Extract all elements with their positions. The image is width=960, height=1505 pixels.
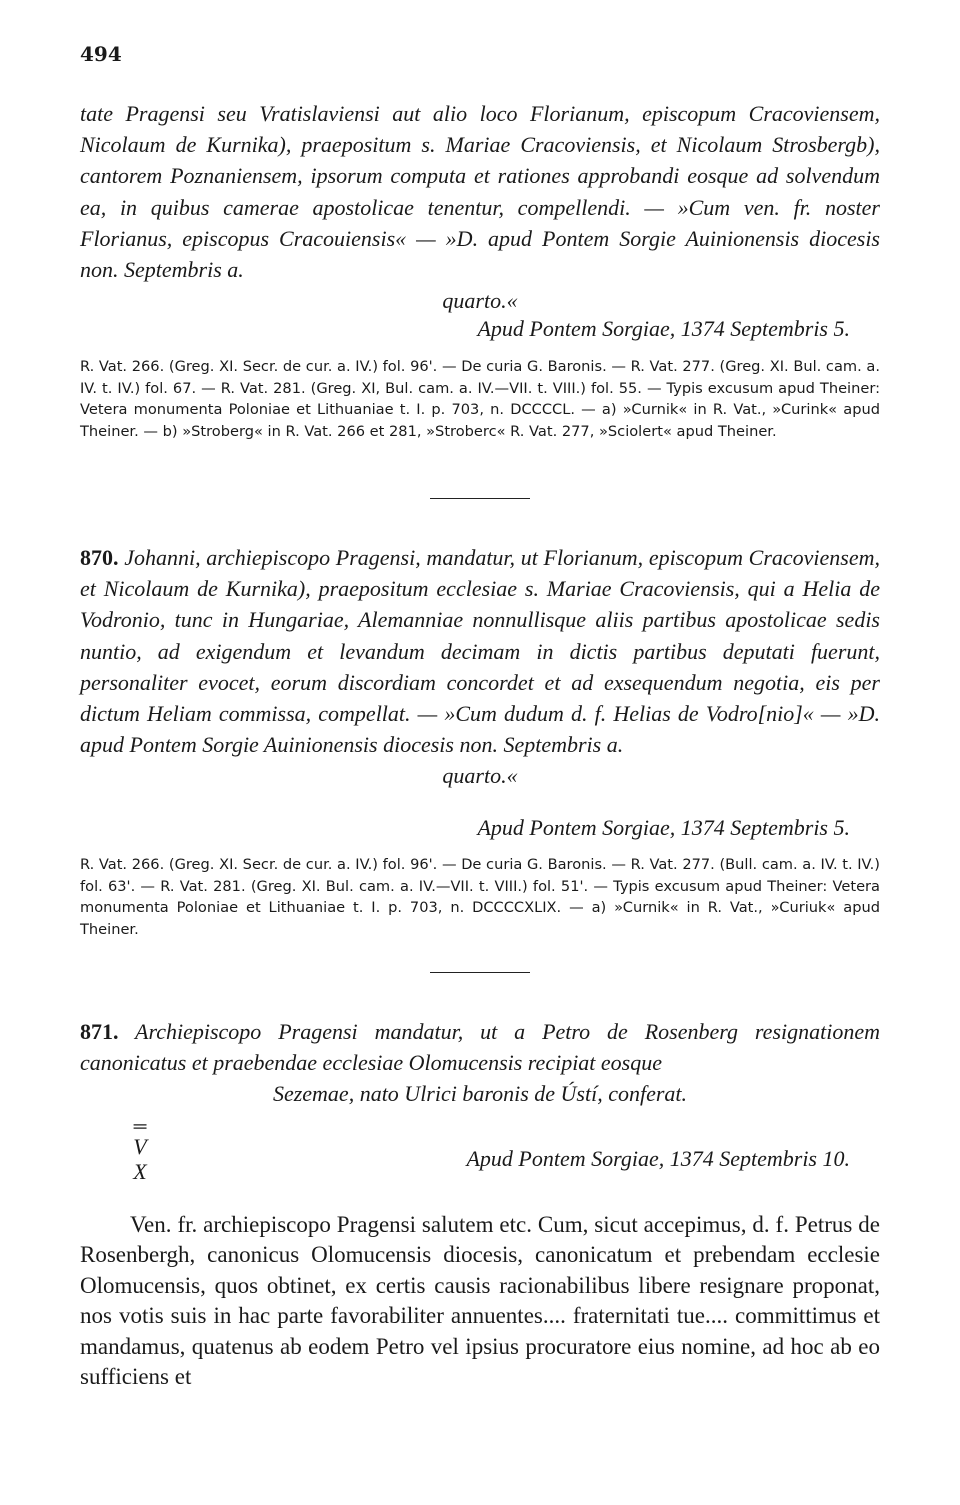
entry-870-date-wrap: [80, 815, 880, 841]
section-divider: [430, 972, 530, 973]
entry-869-text: tate Pragensi seu Vratislaviensi aut alio loco Florianum, episcopum Cracoviensem, Nicolaum de Kurnika), praepositum s. Mariae Cracoviensis, et Nicolaum Strosbergb), cantorem Poznaniensem, ipsorum computa et rationes approbandi eosque ad solvendum ea, in quibus camerae apostolicae tenentur, compellendi. — »Cum ven. fr. noster Florianus, episcopus Cracouiensis« — »D. apud Pontem Sorgie Auinionensis diocesis non. Septembris a.: [80, 101, 880, 283]
entry-869: [80, 98, 880, 316]
entry-871-tail: Sezemae, nato Ulrici baronis de Ústí, conferat.: [272, 1081, 688, 1107]
entry-870-source: R. Vat. 266. (Greg. XI. Secr. de cur. a. IV.) fol. 96'. — De curia G. Baronis. — R. Vat. 277. (Bull. cam. a. IV. t. IV.) fol. 63'. — R. Vat. 281. (Greg. XI. Bul. cam. a. IV.—VII. t. VIII.) fol. 51'. — Typis excusum apud Theiner: Vetera monumenta Poloniae et Lithuaniae t. I. p. 703, n. DCCCCXLIX. — a) »Curnik« in R. Vat., »Curiuk« apud Theiner.: [80, 856, 880, 938]
entry-869-date-wrap: [80, 316, 880, 342]
section-divider: [430, 498, 530, 499]
entry-870-source-wrap: [80, 854, 880, 940]
entry-870-heading: [80, 542, 880, 760]
page-number: 494: [80, 42, 122, 66]
entry-870: [80, 542, 880, 791]
entry-870-text: Johanni, archiepiscopo Pragensi, mandatur, ut Florianum, episcopum Cracoviensem, et Nicolaum de Kurnika), praepositum ecclesiae s. Mariae Cracoviensis, qui a Helia de Vodronio, tunc in Hungariae, Alemanniae nonnullisque aliis partibus apostolicae sedis nuntio, ad exigendum et levandum decimam in dictis partibus deputati fuerunt, personaliter evocet, eorum discordiam concordet et ad exsequendum negotia, eis per dictum Heliam commissa, compellat. — »Cum dudum d. f. Helias de Vodro[nio]« — »D. apud Pontem Sorgie Auinionensis diocesis non. Septembris a.: [80, 545, 881, 758]
entry-871-date-wrap: [80, 1146, 880, 1172]
entry-870-date: Apud Pontem Sorgiae, 1374 Septembris 5.: [477, 815, 850, 840]
entry-870-tail: quarto.«: [442, 763, 518, 789]
marginal-x: X: [133, 1159, 147, 1184]
entry-871-number: 871.: [80, 1019, 119, 1044]
entry-871: [80, 1016, 880, 1109]
marginal-v: V: [133, 1134, 147, 1159]
entry-869-source: R. Vat. 266. (Greg. XI. Secr. de cur. a. IV.) fol. 96'. — De curia G. Baronis. — R. Vat. 277. (Greg. XI. Bul. cam. a. IV. t. IV.) fol. 67. — R. Vat. 281. (Greg. XI, Bul. cam. a. IV.—VII. t. VIII.) fol. 55. — Typis excusum apud Theiner: Vetera monumenta Poloniae et Lithuaniae t. I. p. 703, n. DCCCCL. — a) »Curnik« in R. Vat., »Curink« apud Theiner. — b) »Stroberg« in R. Vat. 266 et 281, »Stroberc« R. Vat. 277, »Sciolert« apud Theiner.: [80, 358, 880, 440]
entry-869-source-wrap: [80, 356, 880, 442]
entry-871-heading: [80, 1016, 880, 1078]
entry-869-tail: quarto.«: [442, 288, 518, 314]
entry-870-number: 870.: [80, 545, 119, 570]
marginal-mark: ═: [133, 1116, 147, 1136]
entry-869-date: Apud Pontem Sorgiae, 1374 Septembris 5.: [477, 316, 850, 341]
entry-871-body: Ven. fr. archiepiscopo Pragensi salutem etc. Cum, sicut accepimus, d. f. Petrus de Rosenbergh, canonicus Olomucensis diocesis, canonicatum et prebendam ecclesie Olomucensis, quos obtinet, ex certis causis racionabilibus libere resignare proponat, nos votis suis in hac parte favorabiliter annuentes.... fraternitati tue.... committimus et mandamus, quatenus ab eodem Petro vel ipsius procuratore eius nomine, ad hoc ab eo sufficiens et: [80, 1212, 880, 1390]
entry-871-text: Archiepiscopo Pragensi mandatur, ut a Petro de Rosenberg resignationem canonicatus et praebendae ecclesiae Olomucensis recipiat eosque: [80, 1019, 880, 1076]
entry-871-date: Apud Pontem Sorgiae, 1374 Septembris 10.: [466, 1146, 850, 1171]
entry-871-body-wrap: [80, 1210, 880, 1392]
